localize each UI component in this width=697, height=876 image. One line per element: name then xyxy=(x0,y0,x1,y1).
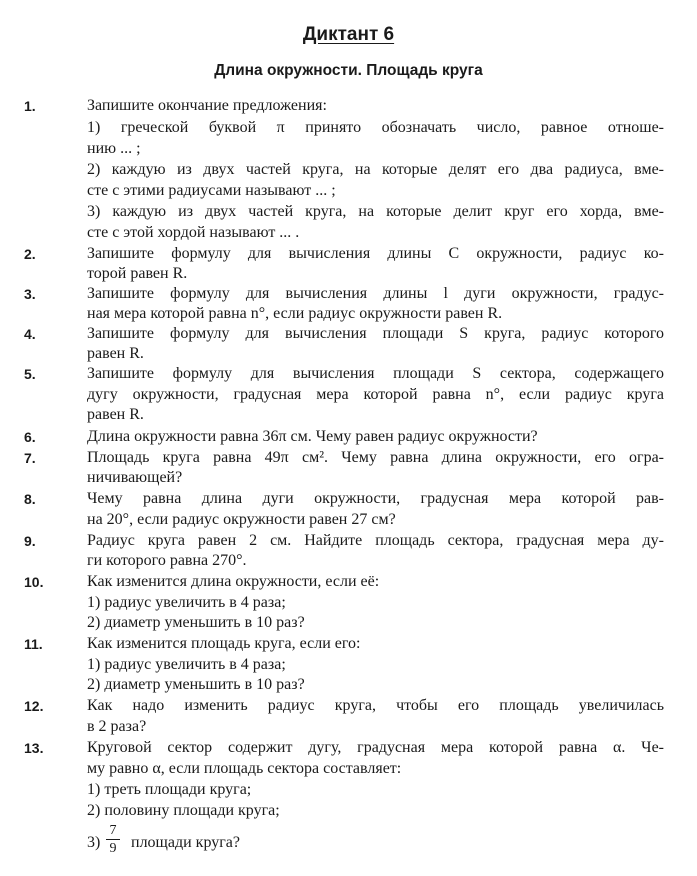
item-number-8: 8. xyxy=(24,491,36,507)
text-line: Запишите формулу для вычисления длины l дуги окружности, градус- xyxy=(87,285,664,302)
text-line: торой равен R. xyxy=(87,265,188,282)
text-line: Запишите формулу для вычисления длины C окружности, радиус ко- xyxy=(87,245,664,262)
text-line: Чему равна длина дуги окружности, градусная мера которой рав- xyxy=(87,490,664,507)
item-number-4: 4. xyxy=(24,326,36,342)
item-number-3: 3. xyxy=(24,286,36,302)
item-number-10: 10. xyxy=(24,574,44,590)
text-line: Радиус круга равен 2 см. Найдите площадь сектора, градусная мера ду- xyxy=(87,532,664,549)
text-line: 2) диаметр уменьшить в 10 раз? xyxy=(87,676,305,693)
text-line: в 2 раза? xyxy=(87,718,147,735)
text-line: 1) треть площади круга; xyxy=(87,781,252,798)
text-line: равен R. xyxy=(87,345,144,362)
text-line: нию ... ; xyxy=(87,140,141,157)
text-line: 3) каждую из двух частей круга, на которые делит круг его хорда, вме- xyxy=(87,203,664,220)
fraction-seven-ninths xyxy=(106,823,120,856)
item-number-1: 1. xyxy=(24,98,36,114)
text-line: Запишите формулу для вычисления площади S сектора, содержащего xyxy=(87,365,664,382)
text-line: 1) радиус увеличить в 4 раза; xyxy=(87,656,286,673)
text-line: Площадь круга равна 49π см². Чему равна длина окружности, его огра- xyxy=(87,449,664,466)
text-line: му равно α, если площадь сектора составляет: xyxy=(87,760,402,777)
item-number-6: 6. xyxy=(24,429,36,445)
text-line: сте с этими радиусами называют ... ; xyxy=(87,182,336,199)
text-line: Запишите окончание предложения: xyxy=(87,97,327,114)
fraction-numerator: 7 xyxy=(109,823,117,838)
item-number-11: 11. xyxy=(24,636,43,652)
text-line: ги которого равна 270°. xyxy=(87,552,247,569)
text-line: Длина окружности равна 36π см. Чему равен радиус окружности? xyxy=(87,428,538,445)
item-number-12: 12. xyxy=(24,698,44,714)
text-line: 1) греческой буквой π принято обозначать число, равное отноше- xyxy=(87,119,664,136)
text-line: 2) половину площади круга; xyxy=(87,802,280,819)
fraction-bar xyxy=(106,839,120,840)
text-line: ничивающей? xyxy=(87,469,183,486)
text-line: Запишите формулу для вычисления площади S круга, радиус которого xyxy=(87,325,664,342)
item-number-13: 13. xyxy=(24,740,44,756)
item-number-9: 9. xyxy=(24,533,36,549)
text-line: 3) xyxy=(87,834,101,851)
text-line: Как изменится длина окружности, если её: xyxy=(87,573,380,590)
text-line: 2) каждую из двух частей круга, на которые делят его два радиуса, вме- xyxy=(87,161,664,178)
item-number-2: 2. xyxy=(24,246,36,262)
text-line: Как надо изменить радиус круга, чтобы его площадь увеличилась xyxy=(87,697,664,714)
item-number-5: 5. xyxy=(24,366,36,382)
text-line: на 20°, если радиус окружности равен 27 см? xyxy=(87,511,396,528)
text-line: сте с этой хордой называют ... . xyxy=(87,224,300,241)
text-line: Круговой сектор содержит дугу, градусная мера которой равна α. Че- xyxy=(87,739,664,756)
item-number-7: 7. xyxy=(24,450,36,466)
text-line: 1) радиус увеличить в 4 раза; xyxy=(87,594,286,611)
dictation-subtitle: Длина окружности. Площадь круга xyxy=(214,62,483,79)
text-line: 2) диаметр уменьшить в 10 раз? xyxy=(87,614,305,631)
text-line: площади круга? xyxy=(131,834,240,851)
text-line: равен R. xyxy=(87,406,144,423)
text-line: дугу окружности, градусная мера которой равна n°, если радиус круга xyxy=(87,386,664,403)
text-line: ная мера которой равна n°, если радиус окружности равен R. xyxy=(87,305,503,322)
text-line: Как изменится площадь круга, если его: xyxy=(87,635,361,652)
dictation-title: Диктант 6 xyxy=(302,24,395,45)
fraction-denominator: 9 xyxy=(109,841,117,856)
